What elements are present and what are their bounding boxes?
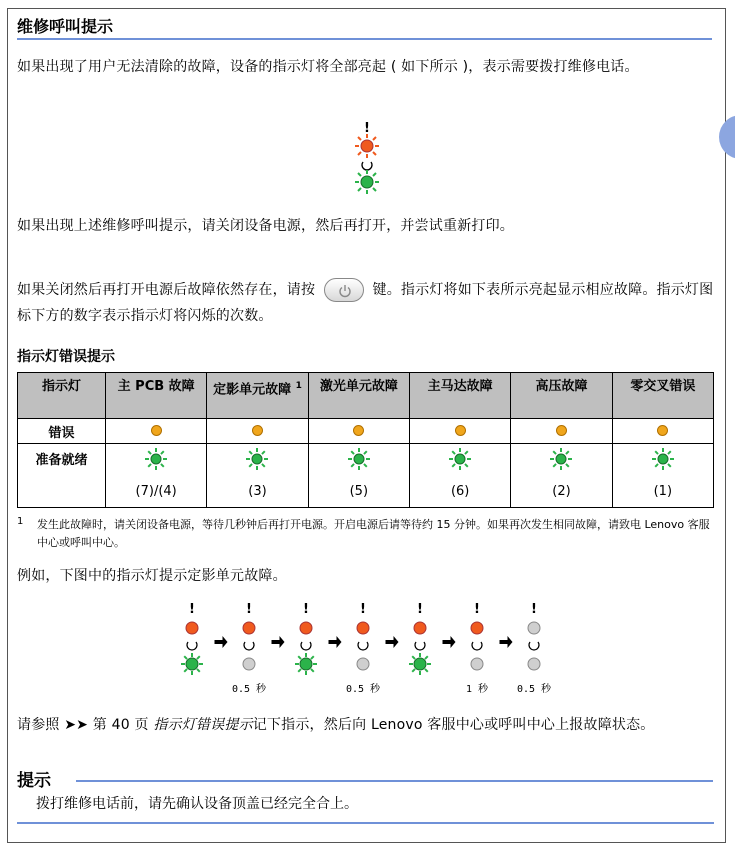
error-led-icon (414, 622, 426, 634)
after-leds-paragraph: 如果出现上述维修呼叫提示，请关闭设备电源，然后再打开，并尝试重新打印。 (17, 218, 514, 234)
footnote (17, 516, 717, 552)
error-led-icon (471, 622, 483, 634)
ready-led-icon (361, 176, 373, 188)
timing-label: 0.5 秒 (516, 684, 552, 695)
amber-led-icon (151, 425, 162, 436)
timing-label: 0.5 秒 (231, 684, 267, 695)
green-led-blink-icon (344, 444, 374, 474)
header-zero-cross: 零交叉错误 (612, 373, 713, 419)
amber-led-icon (353, 425, 364, 436)
power-paragraph (17, 277, 717, 329)
reference-link[interactable]: 指示灯错误提示 (153, 717, 253, 733)
arrow-right-icon (272, 636, 285, 648)
blink-sequence-diagram (170, 600, 570, 700)
led-error-table (17, 372, 714, 508)
ready-led-icon (300, 658, 312, 670)
arrow-right-icon (443, 636, 456, 648)
reference-text-before: 请参照 ➤➤ 第 40 页 (17, 717, 154, 733)
intro-paragraph: 如果出现了用户无法清除的故障，设备的指示灯将全部亮起 ( 如下所示 )，表示需要拨打维修电话。 (17, 59, 639, 75)
table-row (18, 444, 714, 508)
sequence-frame (409, 602, 431, 675)
arrow-right-icon (386, 636, 399, 648)
note-title: 提示 (17, 771, 51, 791)
example-paragraph: 例如，下图中的指示灯提示定影单元故障。 (17, 568, 287, 584)
green-led-blink-icon (242, 444, 272, 474)
ready-symbol-icon (301, 642, 311, 650)
timing-label: 1 秒 (465, 684, 489, 695)
ready-led-icon (243, 658, 255, 670)
footnote-text: 发生此故障时，请关闭设备电源，等待几秒钟后再打开电源。开启电源后请等待约 15 分钟。如果再次发生相同故障，请致电 Lenovo 客服中心或呼叫中心。 (37, 518, 710, 549)
power-button[interactable] (324, 278, 364, 302)
error-mark-icon: ! (417, 602, 423, 617)
ready-symbol-icon (472, 642, 482, 650)
error-led-icon (243, 622, 255, 634)
error-led-icon (528, 622, 540, 634)
blink-sequence (170, 600, 570, 700)
blink-count: (6) (450, 484, 470, 499)
timing-label: 0.5 秒 (345, 684, 381, 695)
amber-led-icon (657, 425, 668, 436)
error-led-icon (357, 622, 369, 634)
amber-led-icon (252, 425, 263, 436)
error-mark-icon: ! (303, 602, 309, 617)
ready-led-icon (528, 658, 540, 670)
ready-symbol-icon (358, 642, 368, 650)
ready-led-icon (357, 658, 369, 670)
green-led-blink-icon (141, 444, 171, 474)
arrow-right-icon (215, 636, 228, 648)
blink-count: (3) (248, 484, 267, 499)
sequence-frame (295, 602, 317, 675)
sequence-frame (528, 602, 540, 670)
ready-led-icon (414, 658, 426, 670)
blink-count: (5) (349, 484, 369, 499)
header-main-pcb: 主 PCB 故障 (106, 373, 207, 419)
blink-count: (2) (552, 484, 571, 499)
reference-text-after: 记下指示，然后向 Lenovo 客服中心或呼叫中心上报故障状态。 (252, 717, 655, 733)
amber-led-icon (455, 425, 466, 436)
title-rule (17, 38, 712, 40)
ready-led-icon (186, 658, 198, 670)
row-label-error: 错误 (18, 419, 106, 444)
arrow-right-icon (329, 636, 342, 648)
section-title: 维修呼叫提示 (17, 17, 114, 36)
error-mark-icon: ! (364, 121, 370, 136)
row-label-ready: 准备就绪 (18, 444, 106, 508)
green-led-blink-icon (445, 444, 475, 474)
error-led-icon (186, 622, 198, 634)
reference-paragraph (17, 712, 717, 738)
power-text-before: 如果关闭然后再打开电源后故障依然存在，请按 (17, 282, 316, 298)
green-led-blink-icon (546, 444, 576, 474)
ready-symbol-icon (415, 642, 425, 650)
sequence-frame (471, 602, 483, 670)
header-main-motor: 主马达故障 (409, 373, 510, 419)
error-mark-icon: ! (531, 602, 537, 617)
ready-symbol-icon (362, 162, 372, 170)
ready-symbol-icon (244, 642, 254, 650)
footnote-mark: 1 (17, 516, 24, 527)
bottom-rule (17, 822, 714, 824)
service-call-leds (345, 120, 389, 198)
error-led-icon (361, 140, 373, 152)
sequence-frame (181, 602, 203, 675)
table-title: 指示灯错误提示 (17, 349, 115, 365)
note-body: 拨打维修电话前，请先确认设备顶盖已经完全合上。 (36, 796, 358, 812)
power-text-after: 键。指示灯将如下表所示亮起显示相应故障。指示灯图标下方的数字表示指示灯将闪烁的次数。 (17, 282, 714, 324)
sequence-frame (357, 602, 369, 670)
power-icon (338, 284, 352, 298)
green-led-blink-icon (648, 444, 678, 474)
ready-symbol-icon (187, 642, 197, 650)
header-indicator: 指示灯 (18, 373, 106, 419)
arrow-right-icon (500, 636, 513, 648)
blink-count: (7)/(4) (135, 484, 177, 499)
header-high-voltage: 高压故障 (511, 373, 612, 419)
table-row (18, 419, 714, 444)
error-mark-icon: ! (474, 602, 480, 617)
ready-led-icon (471, 658, 483, 670)
blink-count: (1) (653, 484, 673, 499)
note-rule (76, 780, 713, 782)
ready-symbol-icon (529, 642, 539, 650)
error-mark-icon: ! (246, 602, 252, 617)
error-mark-icon: ! (360, 602, 366, 617)
header-laser: 激光单元故障 (308, 373, 409, 419)
error-mark-icon: ! (189, 602, 195, 617)
error-led-icon (300, 622, 312, 634)
header-fuser: 定影单元故障 $^1$ (207, 373, 308, 419)
sequence-frame (243, 602, 255, 670)
amber-led-icon (556, 425, 567, 436)
